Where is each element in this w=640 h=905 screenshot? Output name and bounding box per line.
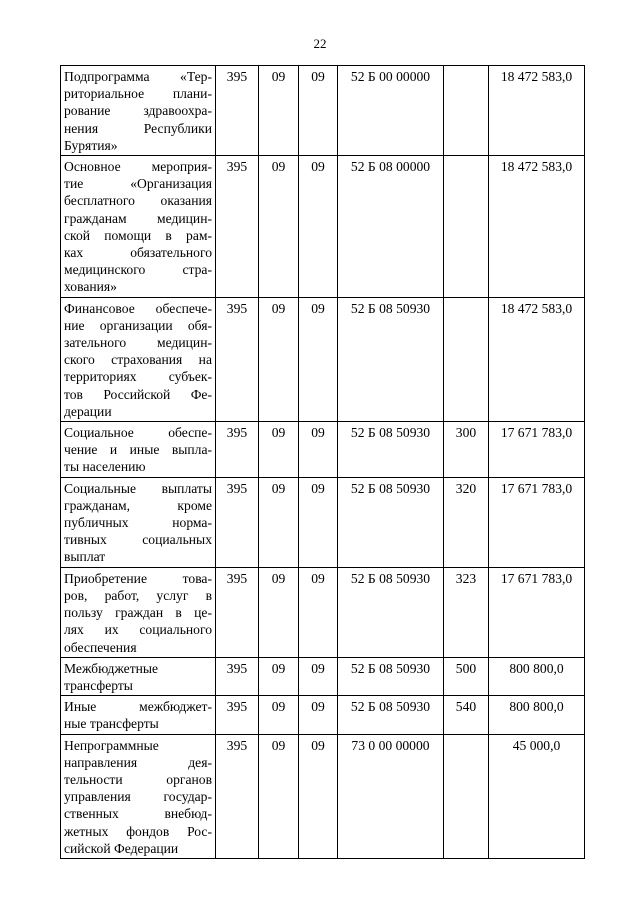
target-article-cell: 52 Б 08 50930: [338, 567, 444, 657]
subsection-code-cell: 09: [299, 567, 338, 657]
amount-cell: 18 472 583,0: [489, 66, 585, 156]
target-article-cell: 52 Б 08 50930: [338, 477, 444, 567]
section-code-cell: 09: [259, 734, 299, 858]
row-name-cell: [61, 696, 216, 734]
admin-code-cell: 395: [216, 156, 259, 298]
table-body: [61, 66, 585, 859]
subsection-code-cell: 09: [299, 297, 338, 421]
row-name-cell: [61, 66, 216, 156]
row-name-line: ние организации обя-: [64, 317, 212, 333]
expense-type-cell: [444, 734, 489, 858]
row-name-line: трансферты: [64, 677, 133, 693]
row-name-line: территориях субъек-: [64, 369, 212, 385]
row-name-line: медицинского стра-: [64, 262, 212, 278]
row-name-line: тов Российской Фе-: [64, 386, 212, 402]
amount-cell: 18 472 583,0: [489, 156, 585, 298]
row-name-cell: [61, 734, 216, 858]
table-row: [61, 66, 585, 156]
row-name-line: нения Республики: [64, 120, 212, 136]
target-article-cell: 52 Б 08 50930: [338, 297, 444, 421]
amount-cell: 17 671 783,0: [489, 477, 585, 567]
row-name-line: риториальное плани-: [64, 86, 212, 102]
row-name-line: бесплатного оказания: [64, 193, 212, 209]
row-name-line: гражданам медицин-: [64, 210, 212, 226]
target-article-cell: 52 Б 08 50930: [338, 696, 444, 734]
table-row: [61, 422, 585, 478]
row-name-line: пользу граждан в це-: [64, 605, 212, 621]
expense-type-cell: [444, 66, 489, 156]
row-name-line: ского страхования на: [64, 352, 212, 368]
section-code-cell: 09: [259, 422, 299, 478]
amount-cell: 17 671 783,0: [489, 422, 585, 478]
row-name-line: дерации: [64, 403, 112, 419]
admin-code-cell: 395: [216, 297, 259, 421]
expense-type-cell: 300: [444, 422, 489, 478]
row-name-line: Приобретение това-: [64, 570, 212, 586]
expense-type-cell: [444, 297, 489, 421]
row-name-line: Социальное обеспе-: [64, 425, 212, 441]
row-name-line: тивных социальных: [64, 532, 212, 548]
amount-cell: 45 000,0: [489, 734, 585, 858]
table-row: [61, 734, 585, 858]
row-name-line: Иные межбюджет-: [64, 699, 212, 715]
amount-cell: 17 671 783,0: [489, 567, 585, 657]
section-code-cell: 09: [259, 66, 299, 156]
page-number: 22: [313, 36, 327, 51]
admin-code-cell: 395: [216, 477, 259, 567]
expense-type-cell: 320: [444, 477, 489, 567]
section-code-cell: 09: [259, 567, 299, 657]
row-name-line: направления дея-: [64, 754, 212, 770]
row-name-line: Подпрограмма «Тер-: [64, 69, 212, 84]
row-name-line: обеспечения: [64, 639, 137, 655]
section-code-cell: 09: [259, 156, 299, 298]
section-code-cell: 09: [259, 657, 299, 695]
admin-code-cell: 395: [216, 422, 259, 478]
target-article-cell: 52 Б 00 00000: [338, 66, 444, 156]
row-name-cell: [61, 657, 216, 695]
target-article-cell: 73 0 00 00000: [338, 734, 444, 858]
row-name-line: жетных фондов Рос-: [64, 823, 212, 839]
expense-type-cell: 323: [444, 567, 489, 657]
row-name-line: рование здравоохра-: [64, 103, 212, 119]
table-row: [61, 567, 585, 657]
row-name-line: ках обязательного: [64, 245, 212, 261]
section-code-cell: 09: [259, 297, 299, 421]
row-name-line: Финансовое обеспече-: [64, 300, 212, 316]
row-name-line: хования»: [64, 279, 117, 295]
row-name-line: ные трансферты: [64, 716, 159, 732]
row-name-line: зательного медицин-: [64, 335, 212, 351]
row-name-line: ской помощи в рам-: [64, 227, 212, 243]
row-name-line: лях их социального: [64, 622, 212, 638]
row-name-line: тельности органов: [64, 771, 212, 787]
row-name-line: публичных норма-: [64, 515, 212, 531]
row-name-line: выплат: [64, 549, 106, 565]
row-name-cell: [61, 297, 216, 421]
table-row: [61, 297, 585, 421]
target-article-cell: 52 Б 08 50930: [338, 422, 444, 478]
expense-type-cell: [444, 156, 489, 298]
subsection-code-cell: 09: [299, 734, 338, 858]
section-code-cell: 09: [259, 696, 299, 734]
row-name-line: чение и иные выпла-: [64, 442, 212, 458]
row-name-line: сийской Федерации: [64, 840, 179, 856]
row-name-line: Непрограммные: [64, 737, 159, 753]
row-name-line: Социальные выплаты: [64, 480, 212, 496]
row-name-cell: [61, 567, 216, 657]
expense-type-cell: 540: [444, 696, 489, 734]
table-row: [61, 657, 585, 695]
row-name-line: Межбюджетные: [64, 660, 159, 676]
row-name-line: ственных внебюд-: [64, 806, 212, 822]
row-name-line: Бурятия»: [64, 137, 118, 153]
target-article-cell: 52 Б 08 00000: [338, 156, 444, 298]
amount-cell: 800 800,0: [489, 696, 585, 734]
subsection-code-cell: 09: [299, 156, 338, 298]
amount-cell: 800 800,0: [489, 657, 585, 695]
section-code-cell: 09: [259, 477, 299, 567]
admin-code-cell: 395: [216, 567, 259, 657]
admin-code-cell: 395: [216, 696, 259, 734]
row-name-line: тие «Организация: [64, 176, 212, 192]
row-name-line: ты населению: [64, 459, 146, 475]
row-name-line: управления государ-: [64, 789, 212, 805]
subsection-code-cell: 09: [299, 66, 338, 156]
table-row: [61, 696, 585, 734]
budget-table: [60, 65, 585, 859]
subsection-code-cell: 09: [299, 696, 338, 734]
table-row: [61, 156, 585, 298]
subsection-code-cell: 09: [299, 477, 338, 567]
amount-cell: 18 472 583,0: [489, 297, 585, 421]
row-name-line: ров, работ, услуг в: [64, 587, 212, 603]
row-name-cell: [61, 422, 216, 478]
row-name-cell: [61, 477, 216, 567]
row-name-line: Основное мероприя-: [64, 159, 212, 175]
subsection-code-cell: 09: [299, 657, 338, 695]
row-name-line: гражданам, кроме: [64, 497, 212, 513]
row-name-cell: [61, 156, 216, 298]
admin-code-cell: 395: [216, 657, 259, 695]
admin-code-cell: 395: [216, 734, 259, 858]
subsection-code-cell: 09: [299, 422, 338, 478]
expense-type-cell: 500: [444, 657, 489, 695]
table-row: [61, 477, 585, 567]
admin-code-cell: 395: [216, 66, 259, 156]
target-article-cell: 52 Б 08 50930: [338, 657, 444, 695]
